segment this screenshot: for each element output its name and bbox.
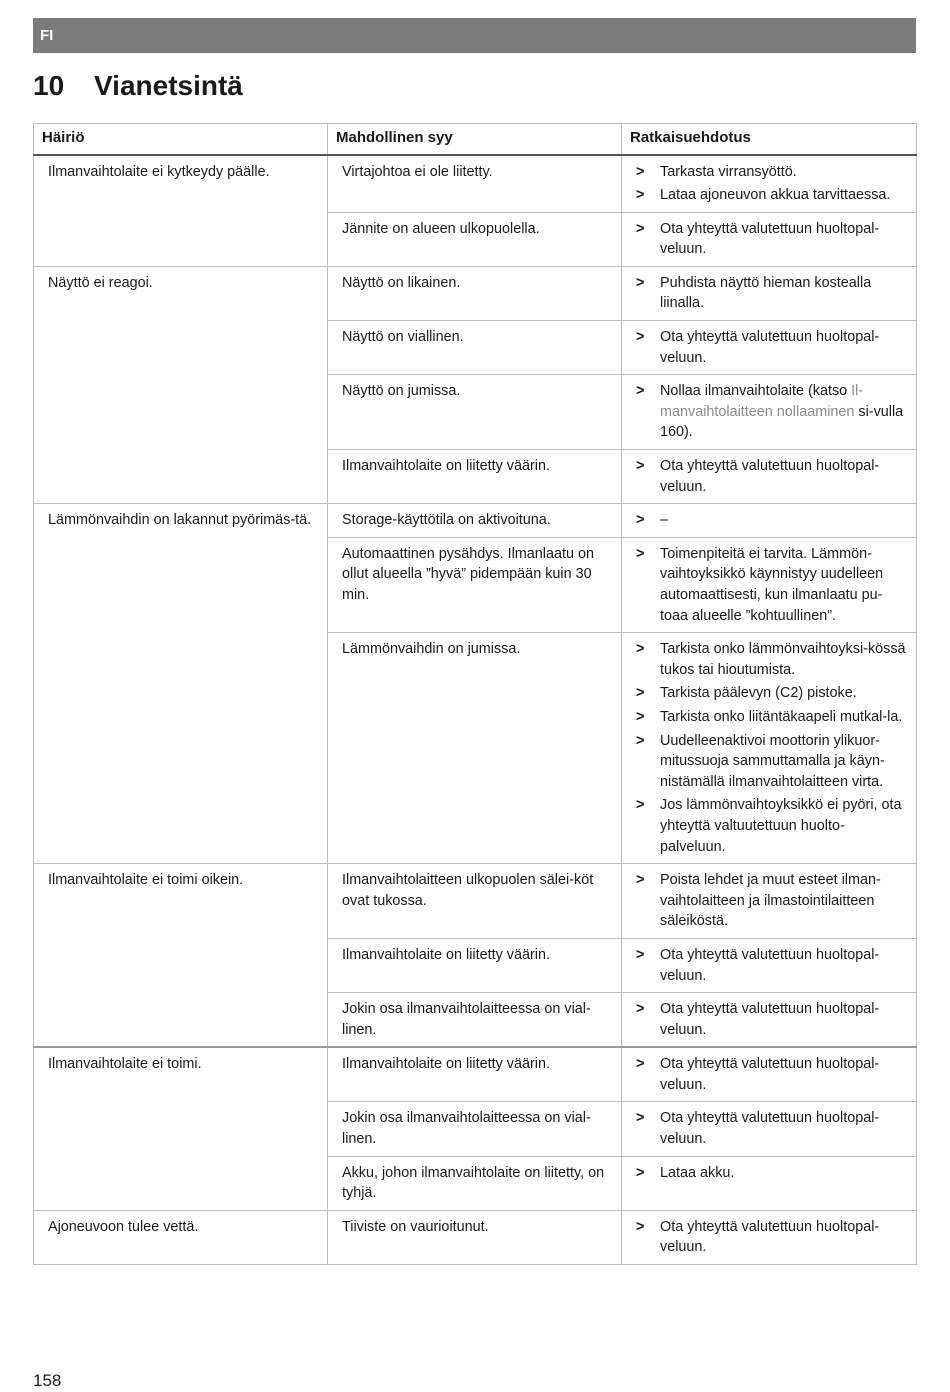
solution-cell xyxy=(622,375,917,450)
fault-cell: Ajoneuvoon tulee vettä. xyxy=(34,1210,328,1264)
arrow-right-icon: > xyxy=(636,545,645,562)
cause-cell: Ilmanvaihtolaite on liitetty väärin. xyxy=(328,1047,622,1102)
reset-section-link[interactable]: Il-manvaihtolaitteen nollaaminen xyxy=(660,383,864,420)
solution-cell xyxy=(622,266,917,320)
solution-cell xyxy=(622,537,917,632)
solution-item: > Ota yhteyttä valutettuun huoltopal-veluun. xyxy=(636,1218,880,1256)
arrow-right-icon: > xyxy=(636,512,645,529)
solution-cell xyxy=(622,321,917,375)
page-number: 158 xyxy=(33,1371,62,1390)
arrow-right-icon: > xyxy=(636,641,645,658)
solution-item: > Nollaa ilmanvaihtolaite (katso Il-manvaihtolaitteen nollaaminen si-vulla 160). xyxy=(636,383,904,441)
solution-cell xyxy=(622,633,917,864)
arrow-right-icon: > xyxy=(636,708,645,725)
header-fault: Häiriö xyxy=(34,124,328,155)
cause-cell: Jokin osa ilmanvaihtolaitteessa on vial-linen. xyxy=(328,993,622,1048)
fault-cell: Lämmönvaihdin on lakannut pyörimäs-tä. xyxy=(34,504,328,864)
solution-cell xyxy=(622,155,917,213)
solution-cell xyxy=(622,1102,917,1156)
solution-item: > Lataa ajoneuvon akkua tarvittaessa. xyxy=(636,185,906,206)
table-row xyxy=(34,266,917,320)
solution-item: > Ota yhteyttä valutettuun huoltopal-veluun. xyxy=(636,1001,880,1038)
table-header-row xyxy=(34,124,917,155)
solution-item: > Tarkista onko lämmönvaihtoyksi-kössä tukos tai hioutumista. xyxy=(636,641,906,678)
arrow-right-icon: > xyxy=(636,220,645,237)
arrow-right-icon: > xyxy=(636,685,645,702)
page-title xyxy=(33,66,243,106)
solution-item: > Ota yhteyttä valutettuun huoltopal-veluun. xyxy=(636,1056,880,1093)
arrow-right-icon: > xyxy=(636,458,645,475)
solution-item: > Uudelleenaktivoi moottorin ylikuor-mitussuoja sammuttamalla ja käyn-nistämällä ilmanvaihtolaitteen virta. xyxy=(636,732,885,790)
header-solution: Ratkaisuehdotus xyxy=(622,124,917,155)
header-cause: Mahdollinen syy xyxy=(328,124,622,155)
table-row xyxy=(34,504,917,538)
cause-cell: Tiiviste on vaurioitunut. xyxy=(328,1210,622,1264)
cause-cell: Storage-käyttötila on aktivoituna. xyxy=(328,504,622,538)
cause-cell: Virtajohtoa ei ole liitetty. xyxy=(328,155,622,213)
cause-cell: Automaattinen pysähdys. Ilmanlaatu on ollut alueella ”hyvä” pidempään kuin 30 min. xyxy=(328,537,622,632)
solution-cell xyxy=(622,450,917,504)
solution-cell xyxy=(622,1210,917,1264)
cause-cell: Näyttö on jumissa. xyxy=(328,375,622,450)
arrow-right-icon: > xyxy=(636,1218,645,1235)
cause-cell: Lämmönvaihdin on jumissa. xyxy=(328,633,622,864)
table-row xyxy=(34,864,917,939)
solution-cell xyxy=(622,212,917,266)
cause-cell: Jokin osa ilmanvaihtolaitteessa on vial-linen. xyxy=(328,1102,622,1156)
arrow-right-icon: > xyxy=(636,732,645,749)
arrow-right-icon: > xyxy=(636,187,645,204)
solution-item: > Tarkasta virransyöttö. xyxy=(636,162,906,183)
solution-cell xyxy=(622,1047,917,1102)
cause-cell: Ilmanvaihtolaitteen ulkopuolen sälei-köt ovat tukossa. xyxy=(328,864,622,939)
solution-item: > Puhdista näyttö hieman kostealla liinalla. xyxy=(636,274,872,312)
cause-cell: Näyttö on likainen. xyxy=(328,266,622,320)
arrow-right-icon: > xyxy=(636,329,645,346)
solution-item: > Ota yhteyttä valutettuun huoltopal-veluun. xyxy=(636,1110,880,1148)
arrow-right-icon: > xyxy=(636,1110,645,1127)
cause-cell: Akku, johon ilmanvaihtolaite on liitetty, on tyhjä. xyxy=(328,1156,622,1210)
arrow-right-icon: > xyxy=(636,274,645,291)
solution-cell xyxy=(622,1156,917,1210)
arrow-right-icon: > xyxy=(636,1001,645,1018)
language-code: FI xyxy=(40,27,54,44)
table-row xyxy=(34,1047,917,1102)
solution-cell xyxy=(622,864,917,939)
language-bar xyxy=(33,18,916,53)
solution-item: > Ota yhteyttä valutettuun huoltopal-veluun. xyxy=(636,220,880,258)
solution-item: > Poista lehdet ja muut esteet ilman-vaihtolaitteen ja ilmastointilaitteen säleiköstä. xyxy=(636,872,881,930)
table-row xyxy=(34,1210,917,1264)
cause-cell: Ilmanvaihtolaite on liitetty väärin. xyxy=(328,938,622,992)
arrow-right-icon: > xyxy=(636,797,645,814)
solution-cell xyxy=(622,938,917,992)
solution-item: > Ota yhteyttä valutettuun huoltopal-veluun. xyxy=(636,329,880,366)
solution-cell xyxy=(622,993,917,1048)
fault-cell: Ilmanvaihtolaite ei kytkeydy päälle. xyxy=(34,155,328,267)
solution-item: > Toimenpiteitä ei tarvita. Lämmön-vaihtoyksikkö käynnistyy uudelleen automaattisesti, kun ilmanlaatu pu-toaa alueelle ”kohtuullinen”. xyxy=(636,545,884,624)
solution-item: > Lataa akku. xyxy=(636,1163,906,1184)
chapter-number: 10 xyxy=(33,70,65,101)
cause-cell: Jännite on alueen ulkopuolella. xyxy=(328,212,622,266)
solution-cell xyxy=(622,504,917,538)
arrow-right-icon: > xyxy=(636,1056,645,1073)
arrow-right-icon: > xyxy=(636,946,645,963)
table-row xyxy=(34,155,917,213)
solution-item: > Jos lämmönvaihtoyksikkö ei pyöri, ota yhteyttä valtuutettuun huolto-palveluun. xyxy=(636,797,902,855)
arrow-right-icon: > xyxy=(636,872,645,889)
cause-cell: Ilmanvaihtolaite on liitetty väärin. xyxy=(328,450,622,504)
solution-item: > Ota yhteyttä valutettuun huoltopal-veluun. xyxy=(636,458,880,495)
solution-item: > Ota yhteyttä valutettuun huoltopal-veluun. xyxy=(636,946,880,984)
fault-cell: Näyttö ei reagoi. xyxy=(34,266,328,503)
solution-item: > Tarkista onko liitäntäkaapeli mutkal-la. xyxy=(636,707,906,728)
troubleshooting-table xyxy=(33,123,917,1265)
arrow-right-icon: > xyxy=(636,1164,645,1181)
arrow-right-icon: > xyxy=(636,383,645,400)
fault-cell: Ilmanvaihtolaite ei toimi. xyxy=(34,1047,328,1210)
solution-item: > – xyxy=(636,510,906,531)
cause-cell: Näyttö on viallinen. xyxy=(328,321,622,375)
arrow-right-icon: > xyxy=(636,163,645,180)
chapter-title: Vianetsintä xyxy=(94,70,243,101)
solution-item: > Tarkista päälevyn (C2) pistoke. xyxy=(636,683,906,704)
fault-cell: Ilmanvaihtolaite ei toimi oikein. xyxy=(34,864,328,1048)
